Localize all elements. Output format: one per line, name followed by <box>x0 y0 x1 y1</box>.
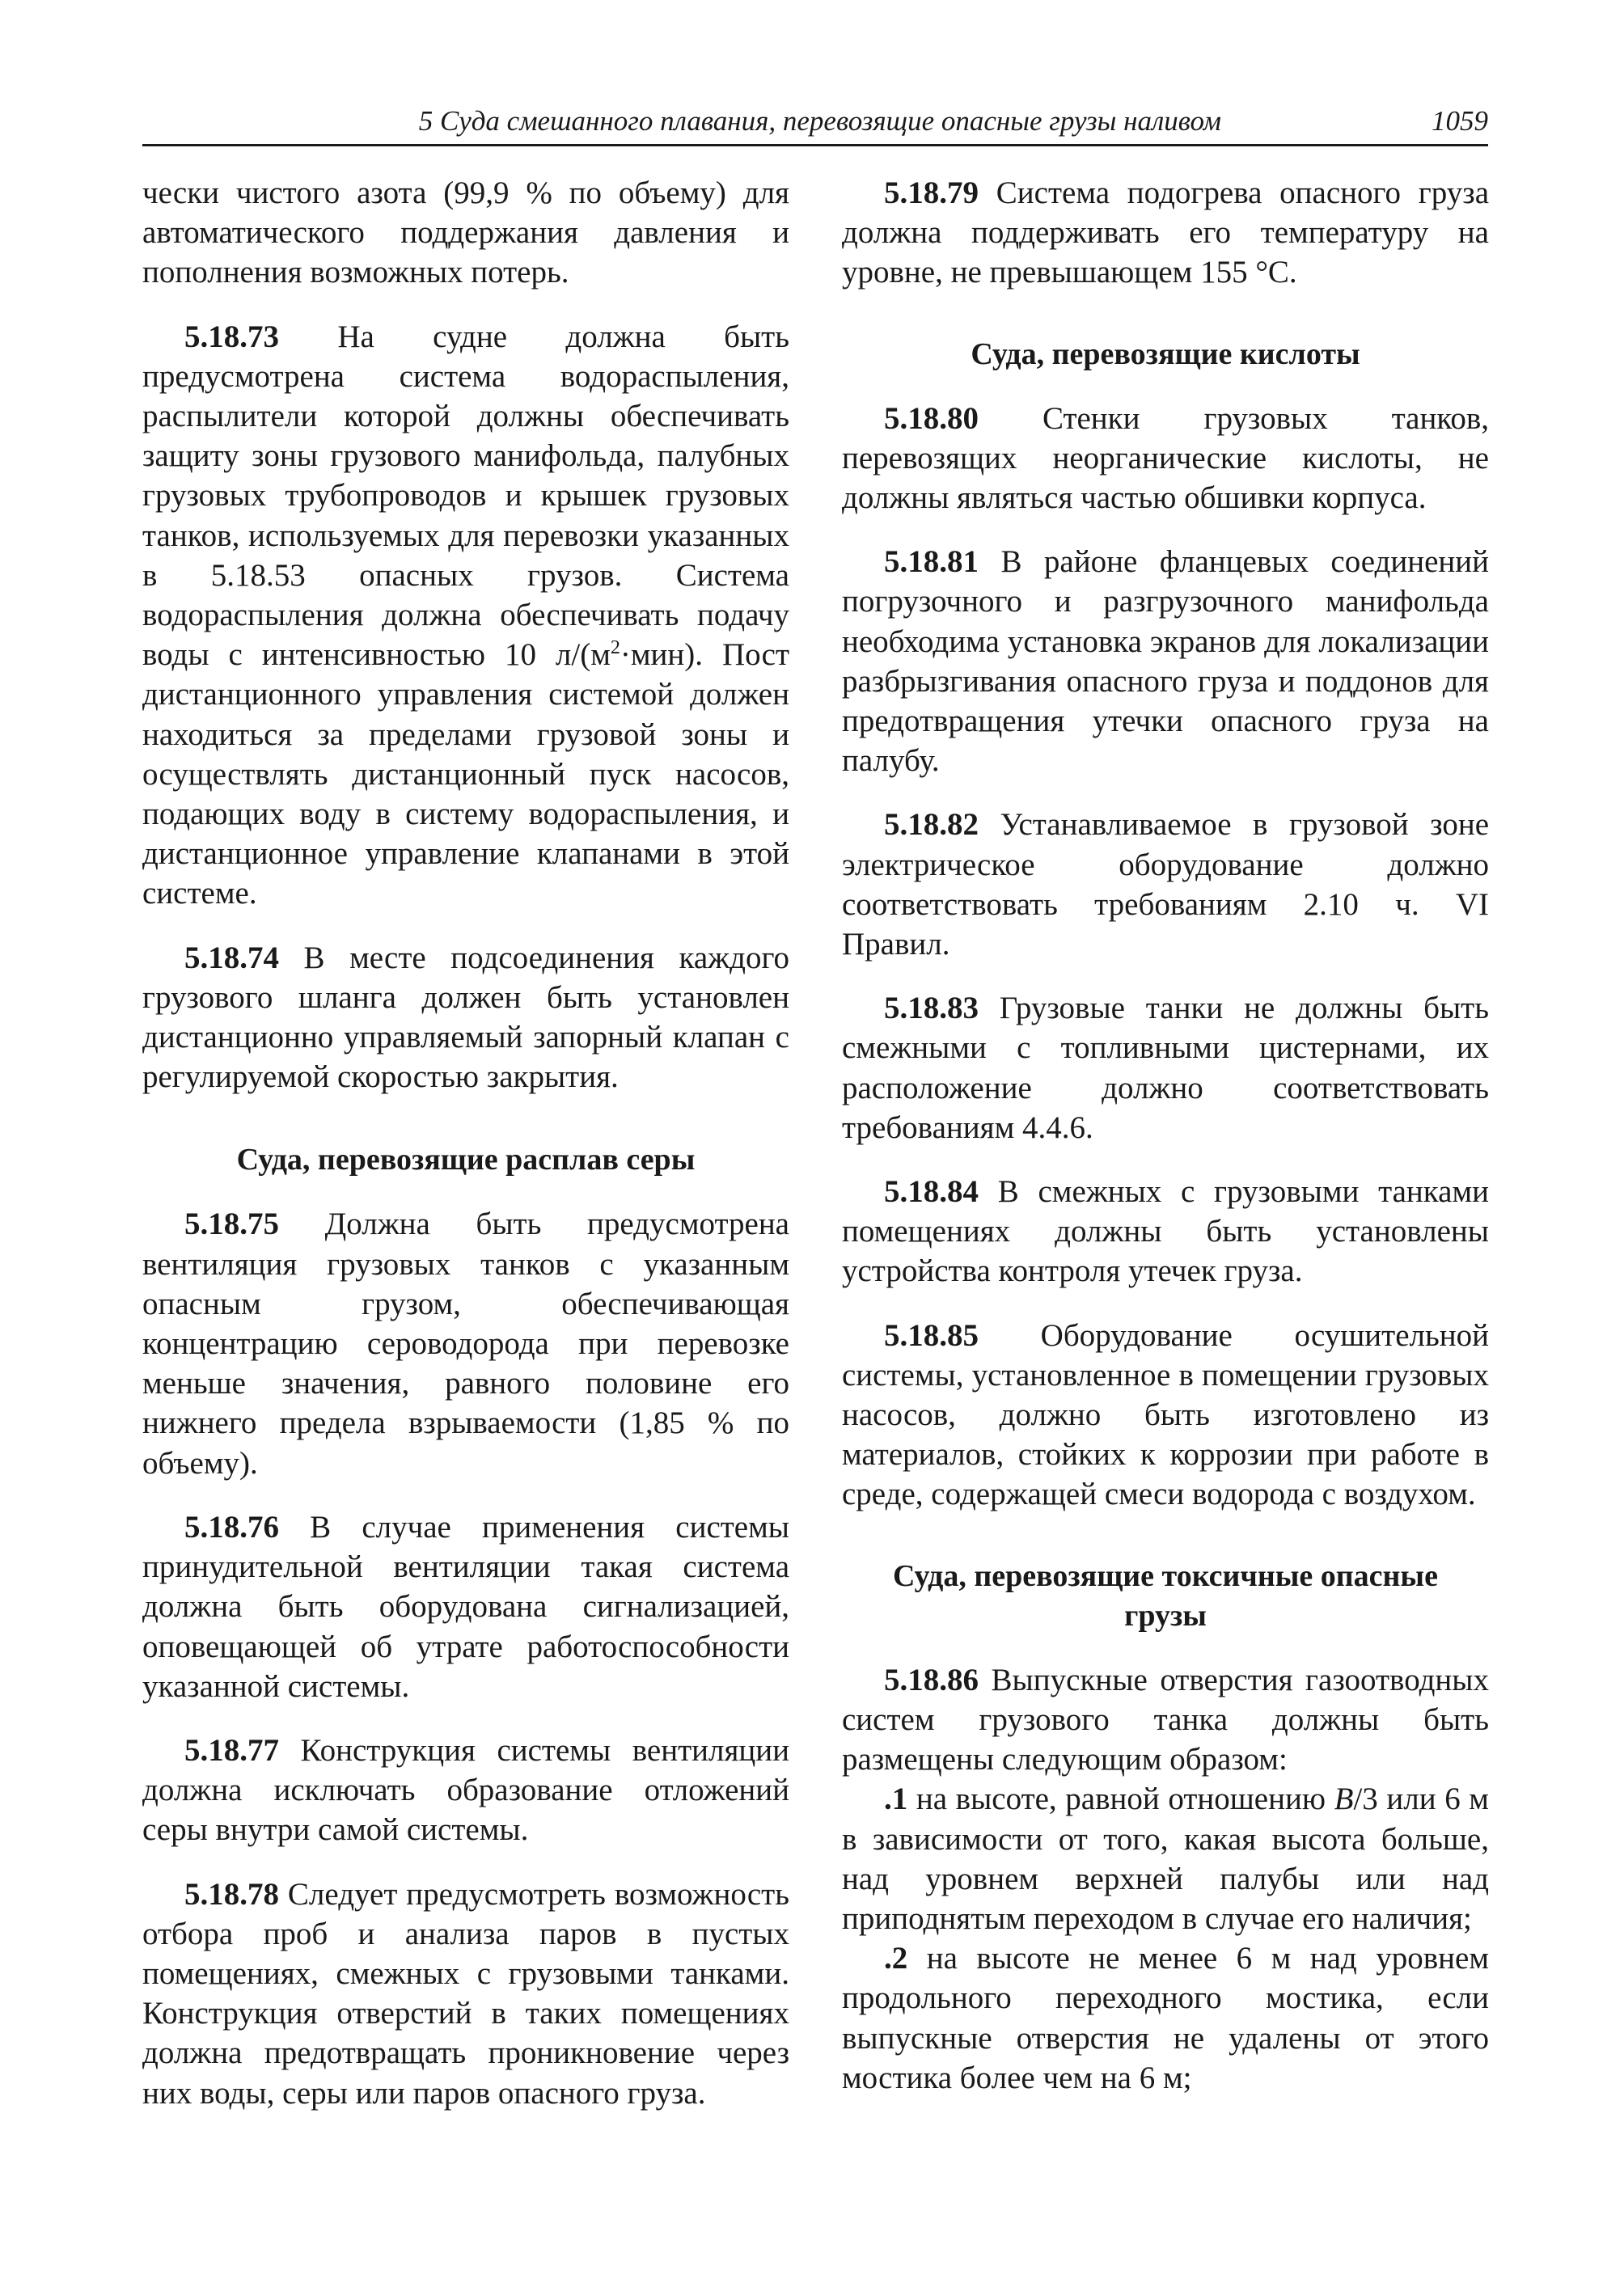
paragraph-text: Устанавливаемое в грузовой зоне электрическое оборудование должно соответствовать требованиям 2.10 ч. VI Правил. <box>842 807 1490 962</box>
running-title: 5 Суда смешанного плавания, перевозящие опасные грузы наливом <box>418 105 1221 137</box>
paragraph-number: 5.18.85 <box>884 1317 979 1353</box>
paragraph-5-18-79 <box>842 173 1489 293</box>
paragraph-text: В случае применения системы принудительной вентиляции такая система должна быть оборудована сигнализацией, оповещающей об утрате работоспособности указанной системы. <box>142 1509 790 1704</box>
section-heading-acids: Суда, перевозящие кислоты <box>971 336 1360 371</box>
paragraph-text: ·мин). Пост дистанционного управления системой должен находиться за пределами грузовой зоны и осуществлять дистанционный пуск насосов, подающих воду в систему водораспыления, и дистанционное управление клапанами в этой системе. <box>142 637 789 911</box>
list-item-text: /3 или 6 м в зависимости от того, какая высота больше, над уровнем верхней палубы или над приподнятым переходом в случае его наличия; <box>842 1782 1489 1936</box>
page-number: 1059 <box>1432 105 1488 137</box>
paragraph-text: В районе фланцевых соединений погрузочного и разгрузочного манифольда необходима установка экранов для локализации разбрызгивания опасного груза и поддонов для предотвращения утечки опасного груза на палубу. <box>842 544 1489 779</box>
paragraph-5-18-85 <box>842 1316 1489 1515</box>
paragraph-5-18-74 <box>142 938 789 1097</box>
section-heading-sulfur: Суда, перевозящие расплав серы <box>236 1143 696 1177</box>
variable-b: B <box>1334 1782 1354 1817</box>
paragraph-number: 5.18.79 <box>884 175 979 210</box>
paragraph-continuation: чески чистого азота (99,9 % по объему) для автоматического поддержания давления и пополнения возможных потерь. <box>142 175 789 290</box>
paragraph-number: 5.18.76 <box>184 1509 279 1545</box>
paragraph-number: 5.18.83 <box>884 991 979 1026</box>
section-heading-toxic: Суда, перевозящие токсичные опасные грузы <box>893 1558 1438 1633</box>
paragraph-text: В месте подсоединения каждого грузового шланга должен быть установлен дистанционно управляемый запорный клапан с регулируемой скоростью закрытия. <box>142 940 789 1095</box>
right-column <box>842 173 1489 2098</box>
paragraph-5-18-86 <box>842 1660 1489 1780</box>
paragraph-text: Оборудование осушительной системы, установленное в помещении грузовых насосов, должно быть изготовлено из материалов, стойких к коррозии при работе в среде, содержащей смеси водорода с воздухом. <box>842 1317 1489 1512</box>
paragraph-5-18-75 <box>142 1204 789 1482</box>
paragraph-text: Система подогрева опасного груза должна поддерживать его температуру на уровне, не превышающем 155 °С. <box>842 175 1490 290</box>
paragraph-text: Конструкция системы вентиляции должна исключать образование отложений серы внутри самой системы. <box>142 1732 789 1848</box>
paragraph-5-18-81 <box>842 542 1489 780</box>
paragraph-5-18-80 <box>842 399 1489 518</box>
paragraph-text: Стенки грузовых танков, перевозящих неорганические кислоты, не должны являться частью обшивки корпуса. <box>842 400 1490 516</box>
left-column <box>142 173 789 2137</box>
paragraph-5-18-76 <box>142 1507 789 1706</box>
paragraph-5-18-84 <box>842 1172 1489 1291</box>
paragraph-number: 5.18.75 <box>184 1207 279 1242</box>
list-item-1 <box>842 1779 1489 1938</box>
paragraph-text: Выпускные отверстия газоотводных систем грузового танка должны быть размещены следующим образом: <box>842 1662 1490 1777</box>
paragraph-text: В смежных с грузовыми танками помещениях должны быть установлены устройства контроля утечек груза. <box>842 1174 1490 1289</box>
paragraph-5-18-78 <box>142 1875 789 2113</box>
paragraph-number: 5.18.73 <box>184 319 279 354</box>
list-item-number: .2 <box>884 1941 908 1976</box>
list-item-text: на высоте, равной отношению <box>916 1782 1334 1817</box>
paragraph-number: 5.18.74 <box>184 940 279 975</box>
list-item-number: .1 <box>884 1782 908 1817</box>
list-item-2 <box>842 1938 1489 2098</box>
paragraph-5-18-82 <box>842 805 1489 964</box>
paragraph-text: На судне должна быть предусмотрена система водораспыления, распылители которой должны обеспечивать защиту зоны грузового манифольда, палубных грузовых трубопроводов и крышек грузовых танков, используемых для перевозки указанных в 5.18.53 опасных грузов. Система водораспыления должна обеспечивать подачу воды с интенсивностью 10 л/(м <box>142 319 789 673</box>
paragraph-number: 5.18.82 <box>884 807 979 843</box>
paragraph-5-18-73 <box>142 317 789 914</box>
paragraph-number: 5.18.78 <box>184 1876 279 1912</box>
paragraph-number: 5.18.77 <box>184 1732 279 1768</box>
paragraph-text: Должна быть предусмотрена вентиляция грузовых танков с указанным опасным грузом, обеспечивающая концентрацию сероводорода при перевозке меньше значения, равного половине его нижнего предела взрываемости (1,85 % по объему). <box>142 1207 789 1481</box>
paragraph-number: 5.18.86 <box>884 1662 979 1697</box>
paragraph-number: 5.18.84 <box>884 1174 979 1210</box>
superscript: 2 <box>610 637 620 659</box>
paragraph-number: 5.18.81 <box>884 544 979 580</box>
paragraph-text: Грузовые танки не должны быть смежными с топливными цистернами, их расположение должно соответствовать требованиям 4.4.6. <box>842 991 1490 1145</box>
paragraph-number: 5.18.80 <box>884 400 979 436</box>
list-item-text: на высоте не менее 6 м над уровнем продольного переходного мостика, если выпускные отверстия не удалены от этого мостика более чем на 6 м; <box>842 1941 1490 2095</box>
page-header <box>142 104 1488 146</box>
paragraph-text: Следует предусмотреть возможность отбора проб и анализа паров в пустых помещениях, смежных с грузовыми танками. Конструкция отверстий в таких помещениях должна предотвращать проникновение через них воды, серы или паров опасного груза. <box>142 1876 789 2111</box>
paragraph-5-18-83 <box>842 988 1489 1148</box>
paragraph-5-18-77 <box>142 1731 789 1850</box>
